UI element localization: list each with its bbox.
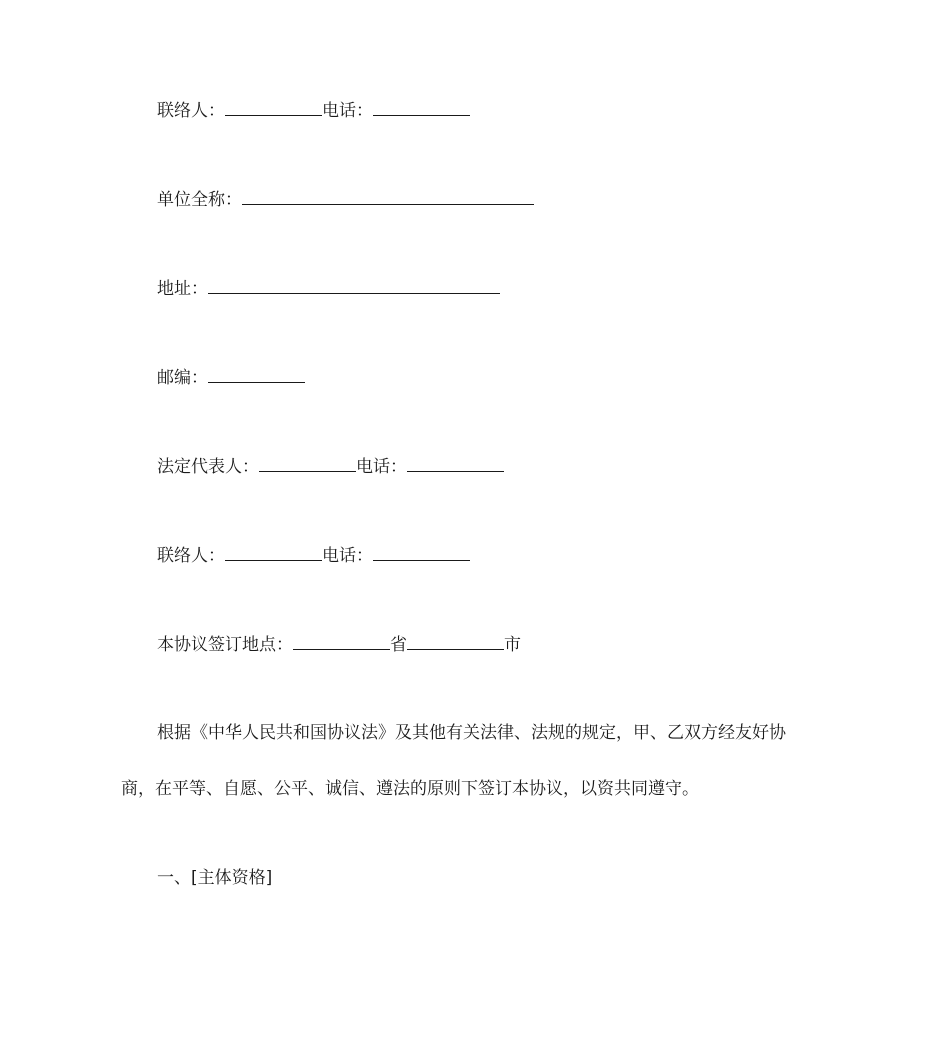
preamble-line-2: 商，在平等、自愿、公平、诚信、遵法的原则下签订本协议，以资共同遵守。: [121, 779, 699, 799]
unit-name-line: [157, 187, 534, 212]
city-label: 市: [504, 635, 521, 655]
address-label: 地址：: [157, 279, 208, 299]
legal-rep-blank[interactable]: [259, 454, 356, 472]
address-blank[interactable]: [208, 276, 500, 294]
contact-blank[interactable]: [225, 98, 322, 116]
sign-place-line: [157, 632, 521, 657]
province-blank[interactable]: [293, 632, 390, 650]
unit-name-label: 单位全称：: [157, 190, 242, 210]
contact-label: 联络人：: [157, 101, 225, 121]
preamble-line-1: 根据《中华人民共和国协议法》及其他有关法律、法规的规定，甲、乙双方经友好协: [157, 723, 786, 743]
legal-rep-line: [157, 454, 504, 479]
postcode-blank[interactable]: [208, 365, 305, 383]
contact-phone-line: [157, 98, 470, 123]
legal-rep-label: 法定代表人：: [157, 457, 259, 477]
section-heading: [157, 866, 272, 890]
phone-blank[interactable]: [373, 543, 470, 561]
postcode-line: [157, 365, 305, 390]
contact-blank[interactable]: [225, 543, 322, 561]
phone-label: 电话：: [322, 101, 373, 121]
phone-label: 电话：: [356, 457, 407, 477]
section-1-heading: 一、[主体资格]: [157, 868, 273, 888]
sign-place-label: 本协议签订地点：: [157, 635, 293, 655]
contact-phone-line: [157, 543, 470, 568]
city-blank[interactable]: [407, 632, 504, 650]
unit-name-blank[interactable]: [242, 187, 534, 205]
phone-blank[interactable]: [407, 454, 504, 472]
postcode-label: 邮编：: [157, 368, 208, 388]
phone-label: 电话：: [322, 546, 373, 566]
preamble-paragraph: [121, 721, 841, 801]
contact-label: 联络人：: [157, 546, 225, 566]
province-label: 省: [390, 635, 407, 655]
phone-blank[interactable]: [373, 98, 470, 116]
address-line: [157, 276, 500, 301]
